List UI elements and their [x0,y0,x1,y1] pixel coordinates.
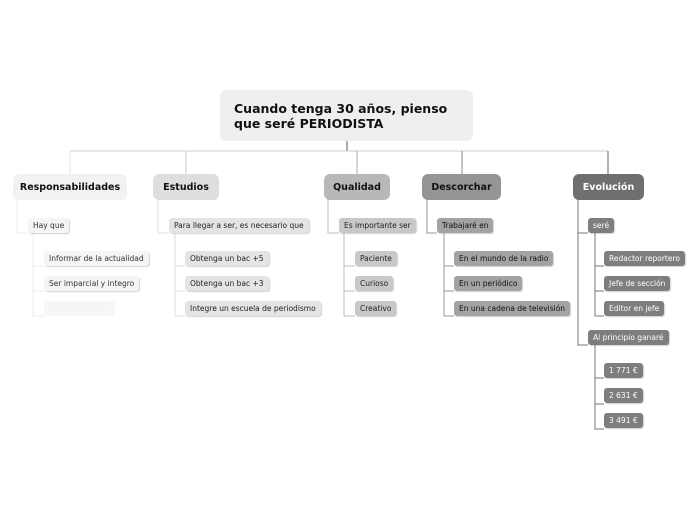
branch-descorchar[interactable]: Descorchar [422,174,501,200]
branch-estudios[interactable]: Estudios [153,174,219,200]
leaf-creativo[interactable]: Creativo [355,301,396,316]
leaf-curioso[interactable]: Curioso [355,276,393,291]
leaf-radio[interactable]: En el mundo de la radio [454,251,553,266]
leaf-informar[interactable]: Informar de la actualidad [44,251,149,266]
subtopic-es-importante[interactable]: Es importante ser [339,218,416,233]
subtopic-al-principio[interactable]: Al principio ganaré [588,330,669,345]
leaf-paciente[interactable]: Paciente [355,251,397,266]
subtopic-sere[interactable]: seré [588,218,614,233]
leaf-jefe-seccion[interactable]: Jefe de sección [604,276,670,291]
branch-qualidad[interactable]: Qualidad [324,174,390,200]
leaf-salary-1[interactable]: 1 771 € [604,363,643,378]
branch-evolucion[interactable]: Evolución [573,174,644,200]
leaf-periodico[interactable]: En un periódico [454,276,522,291]
leaf-redactor[interactable]: Redactor reportero [604,251,685,266]
leaf-escuela[interactable]: Integre un escuela de periodismo [185,301,321,316]
leaf-saber-investigar[interactable]: Saber investigar [44,301,115,316]
leaf-editor-jefe[interactable]: Editor en jefe [604,301,664,316]
leaf-bac-3[interactable]: Obtenga un bac +3 [185,276,269,291]
subtopic-trabajare[interactable]: Trabajaré en [437,218,493,233]
root-topic[interactable]: Cuando tenga 30 años, pienso que seré PERIODISTA [220,90,473,141]
leaf-ser-imparcial[interactable]: Ser imparcial y integro [44,276,139,291]
branch-responsabilidades[interactable]: Responsabilidades [13,174,127,200]
leaf-bac-5[interactable]: Obtenga un bac +5 [185,251,269,266]
leaf-television[interactable]: En una cadena de televisión [454,301,570,316]
subtopic-hay-que[interactable]: Hay que [28,218,69,233]
leaf-salary-3[interactable]: 3 491 € [604,413,643,428]
leaf-salary-2[interactable]: 2 631 € [604,388,643,403]
subtopic-para-llegar[interactable]: Para llegar a ser, es necesario que [169,218,309,233]
